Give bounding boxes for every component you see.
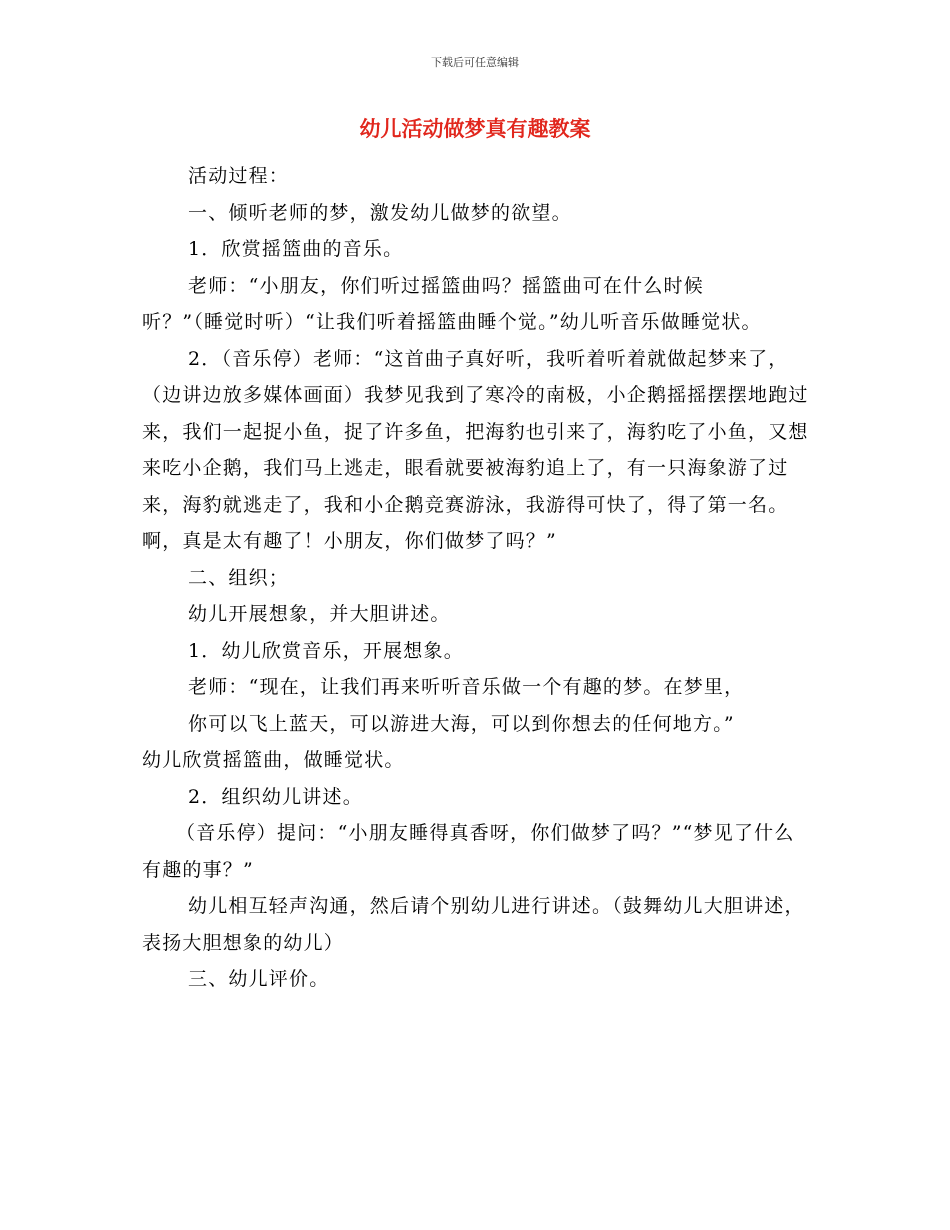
paragraph: 活动过程：	[188, 165, 290, 187]
document-title: 幼儿活动做梦真有趣教案	[359, 117, 591, 141]
paragraph: 老师：“现在，让我们再来听听音乐做一个有趣的梦。在梦里，	[188, 676, 745, 698]
paragraph: 幼儿开展想象，并大胆讲述。	[188, 603, 451, 625]
paragraph: 2．（音乐停）老师：“这首曲子真好听，我听着听着就做起梦来了，（边讲边放多媒体画面）我梦见我到了寒冷的南极，小企鹅摇摇摆摆地跑过来，我们一起捉小鱼，捉了许多鱼，把海豹也引来了，海豹吃了小鱼，又想来吃小企鹅，我们马上逃走，眼看就要被海豹追上了，有一只海象游了过来，海豹就逃走了，我和小企鹅竞赛游泳，我游得可快了，得了第一名。啊，真是太有趣了！小朋友，你们做梦了吗？”	[142, 347, 809, 552]
paragraph: （音乐停）提问：“小朋友睡得真香呀，你们做梦了吗？”“梦见了什么有趣的事？”	[142, 822, 795, 881]
paragraph: 一、倾听老师的梦，激发幼儿做梦的欲望。	[188, 201, 572, 224]
paragraph: 老师：“小朋友，你们听过摇篮曲吗？摇篮曲可在什么时候	[188, 274, 704, 297]
paragraph: 幼儿欣赏摇篮曲，做睡觉状。	[142, 749, 405, 771]
paragraph: 幼儿相互轻声沟通，然后请个别幼儿进行讲述。（鼓舞幼儿大胆讲述，表扬大胆想象的幼儿）	[142, 895, 805, 954]
page-header: 下载后可任意编辑	[431, 56, 519, 69]
document-body	[142, 158, 810, 998]
paragraph: 1．幼儿欣赏音乐，开展想象。	[188, 639, 464, 662]
paragraph: 1．欣赏摇篮曲的音乐。	[188, 238, 404, 260]
paragraph: 2．组织幼儿讲述。	[188, 785, 363, 808]
paragraph: 听？”（睡觉时听）“让我们听着摇篮曲睡个觉。”幼儿听音乐做睡觉状。	[142, 311, 762, 333]
paragraph: 三、幼儿评价。	[188, 968, 330, 990]
paragraph: 你可以飞上蓝天，可以游进大海，可以到你想去的任何地方。”	[188, 712, 735, 735]
paragraph: 二、组织；	[188, 566, 290, 589]
